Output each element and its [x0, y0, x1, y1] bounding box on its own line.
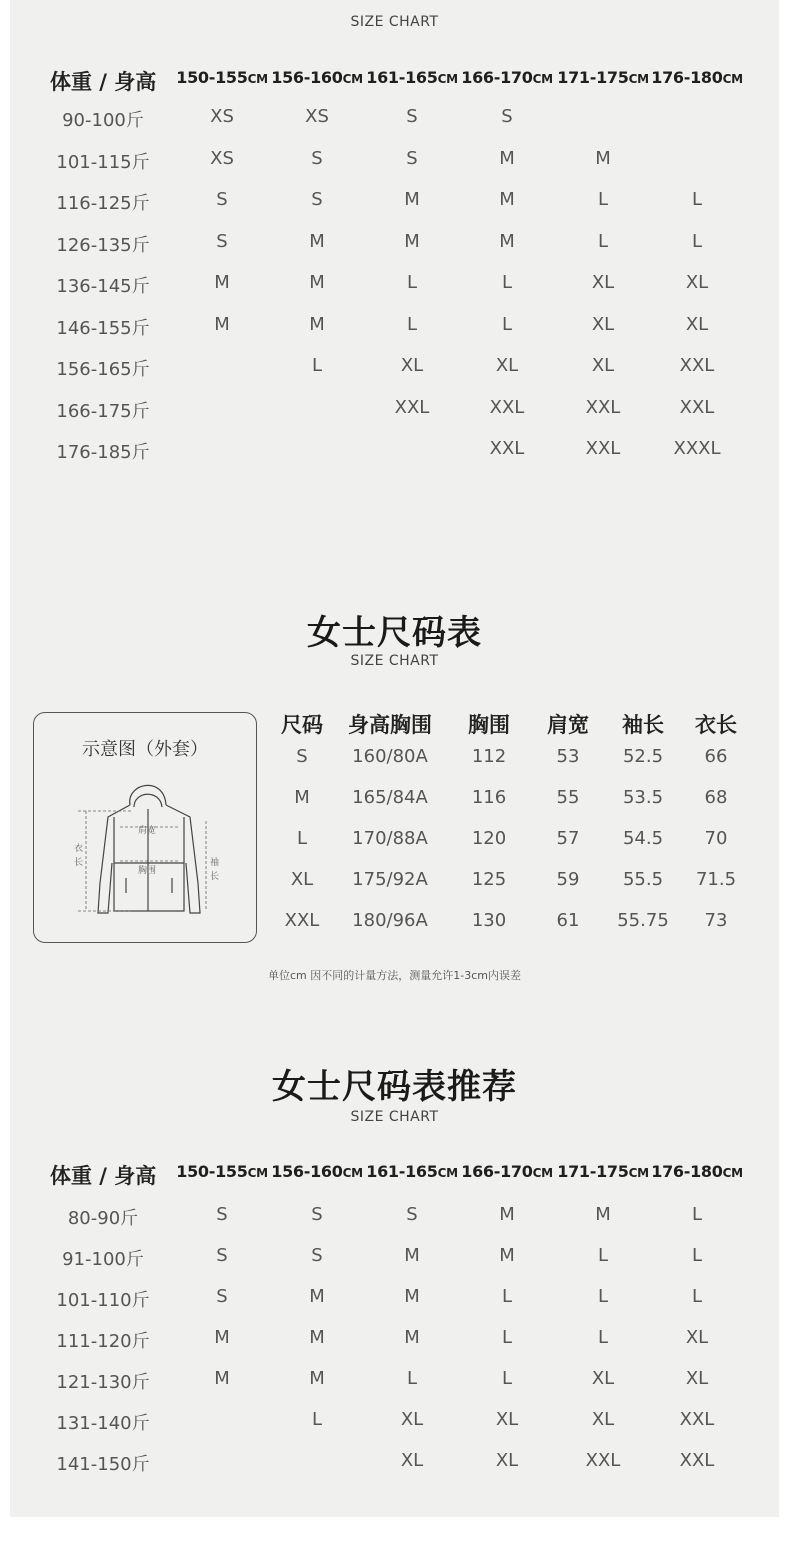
size-cell: L	[597, 230, 609, 252]
size-cell: L	[691, 1245, 703, 1266]
size-cell: XL	[591, 1368, 615, 1389]
size-cell: M	[595, 1204, 611, 1225]
measurement-cell: 68	[704, 787, 728, 808]
size-cell: XL	[400, 1450, 424, 1471]
measurement-cell: 112	[471, 746, 507, 767]
height-range: 166-170	[461, 1162, 533, 1181]
measurement-cell: 55.5	[622, 869, 664, 890]
size-cell: L	[501, 1286, 513, 1307]
size-cell: M	[404, 1286, 420, 1307]
weight-range-label: 156-165斤	[56, 359, 150, 380]
size-cell: XL	[591, 355, 615, 376]
height-column-header	[267, 68, 367, 87]
size-cell: XXXL	[673, 438, 721, 459]
size-cell: XL	[400, 355, 424, 376]
measurement-column-header: 袖长	[622, 713, 664, 737]
size-cell: XL	[685, 272, 709, 293]
women-panel-bg	[10, 543, 779, 1517]
size-cell: L	[691, 230, 703, 252]
women-measurement-title: 女士尺码表	[307, 613, 482, 653]
height-unit: CM	[628, 1166, 649, 1180]
size-cell: L	[501, 272, 513, 293]
height-column-header	[457, 68, 557, 87]
height-column-header	[362, 1162, 462, 1181]
size-cell: XXL	[489, 438, 525, 459]
measurement-cell: 116	[471, 787, 507, 808]
table-row	[10, 355, 779, 381]
measurement-column-header: 肩宽	[547, 713, 589, 737]
weight-range-label: 90-100斤	[62, 110, 144, 131]
measurement-column-header: 尺码	[281, 713, 323, 737]
size-cell: M	[309, 1286, 325, 1307]
size-cell: XL	[685, 313, 709, 335]
diagram-length-label: 衣	[74, 844, 84, 854]
size-cell: XS	[210, 106, 234, 127]
height-range: 171-175	[557, 1162, 629, 1181]
size-cell: L	[691, 189, 703, 210]
height-column-header	[267, 1162, 367, 1181]
weight-range-label: 116-125斤	[56, 193, 150, 214]
size-cell: XL	[591, 313, 615, 335]
measurement-cell: 170/88A	[352, 828, 428, 849]
svg-text:长: 长	[74, 858, 84, 868]
size-cell: XXL	[489, 396, 525, 418]
table-row	[10, 1450, 779, 1476]
height-unit: CM	[342, 1166, 363, 1180]
height-column-header	[553, 68, 653, 87]
size-cell: M	[309, 230, 325, 252]
size-cell: S	[406, 147, 418, 169]
size-cell: XXL	[679, 1450, 715, 1471]
size-cell: L	[691, 1286, 703, 1307]
size-cell: XXL	[394, 396, 430, 418]
table-row	[10, 1327, 779, 1353]
jacket-sketch-icon	[34, 713, 256, 942]
size-label: M	[294, 787, 310, 808]
size-cell: S	[406, 1204, 418, 1225]
size-cell: M	[214, 313, 230, 335]
table-row	[10, 1368, 779, 1394]
measurement-cell: 55.75	[617, 910, 669, 931]
measurement-cell: 53.5	[622, 787, 664, 808]
table-row	[10, 1409, 779, 1435]
size-cell: M	[499, 147, 515, 169]
height-column-header	[172, 68, 272, 87]
measurement-cell: 120	[471, 828, 507, 849]
weight-range-label: 101-110斤	[56, 1290, 150, 1311]
weight-range-label: 111-120斤	[56, 1331, 150, 1352]
size-cell: M	[309, 313, 325, 335]
size-cell: XS	[305, 106, 329, 127]
size-cell: XXL	[585, 438, 621, 459]
height-unit: CM	[722, 1166, 743, 1180]
size-cell: L	[501, 1327, 513, 1348]
size-cell: XL	[685, 1327, 709, 1348]
diagram-chest-label: 胸围	[138, 866, 157, 876]
size-cell: M	[404, 1327, 420, 1348]
size-cell: L	[597, 1327, 609, 1348]
size-label: XXL	[284, 910, 320, 931]
size-cell: S	[216, 1204, 228, 1225]
men-chart-header-row	[10, 66, 779, 96]
size-cell: M	[309, 1327, 325, 1348]
table-row	[10, 314, 779, 340]
measurement-column-header: 身高胸围	[348, 713, 432, 737]
table-row	[10, 148, 779, 174]
height-unit: CM	[628, 72, 649, 86]
weight-range-label: 91-100斤	[62, 1249, 144, 1270]
size-cell: M	[499, 1204, 515, 1225]
weight-range-label: 146-155斤	[56, 317, 150, 339]
men-size-chart-panel	[10, 0, 779, 543]
table-row	[10, 1245, 779, 1271]
size-cell: L	[501, 1368, 513, 1389]
size-cell: XL	[400, 1409, 424, 1430]
size-label: XL	[290, 869, 314, 890]
size-cell: S	[216, 1245, 228, 1266]
size-cell: XS	[210, 147, 234, 169]
measurement-cell: 59	[556, 869, 580, 890]
measurement-cell: 54.5	[622, 828, 664, 849]
size-cell: M	[309, 1368, 325, 1389]
size-cell: L	[311, 355, 323, 376]
size-cell: L	[406, 272, 418, 293]
height-column-header	[553, 1162, 653, 1181]
size-cell: XL	[495, 355, 519, 376]
table-row	[10, 189, 779, 215]
size-cell: L	[691, 1204, 703, 1225]
men-chart-corner-label: 体重 / 身高	[50, 70, 157, 94]
table-row	[10, 438, 779, 464]
size-cell: L	[501, 313, 513, 335]
size-cell: S	[216, 1286, 228, 1307]
diagram-sleeve-label: 袖	[210, 858, 220, 868]
measurement-note: 单位cm 因不同的计量方法，测量允许1-3cm内误差	[268, 969, 521, 982]
size-cell: S	[406, 106, 418, 127]
height-range: 150-155	[176, 68, 248, 87]
size-cell: XL	[591, 1409, 615, 1430]
measurement-cell: 130	[471, 910, 507, 931]
height-range: 171-175	[557, 68, 629, 87]
height-range: 161-165	[366, 1162, 438, 1181]
height-unit: CM	[437, 72, 458, 86]
women-recommend-corner-label: 体重 / 身高	[50, 1164, 157, 1188]
size-cell: XL	[591, 272, 615, 293]
weight-range-label: 136-145斤	[56, 276, 150, 297]
weight-range-label: 101-115斤	[56, 151, 150, 173]
size-cell: L	[597, 1286, 609, 1307]
table-row	[10, 231, 779, 257]
size-cell: M	[214, 272, 230, 293]
height-column-header	[172, 1162, 272, 1181]
size-cell: M	[499, 1245, 515, 1266]
size-cell: S	[216, 230, 228, 252]
height-unit: CM	[247, 72, 268, 86]
svg-text:长: 长	[210, 872, 220, 882]
size-label: L	[296, 828, 308, 849]
size-cell: S	[311, 147, 323, 169]
height-range: 156-160	[271, 68, 343, 87]
height-unit: CM	[247, 1166, 268, 1180]
height-unit: CM	[437, 1166, 458, 1180]
height-column-header	[362, 68, 462, 87]
size-cell: M	[595, 147, 611, 169]
height-range: 161-165	[366, 68, 438, 87]
weight-range-label: 131-140斤	[56, 1413, 150, 1434]
size-cell: L	[311, 1409, 323, 1430]
size-cell: M	[404, 189, 420, 210]
size-cell: XL	[495, 1409, 519, 1430]
size-cell: XXL	[585, 1450, 621, 1471]
height-range: 150-155	[176, 1162, 248, 1181]
height-unit: CM	[532, 72, 553, 86]
height-unit: CM	[342, 72, 363, 86]
jacket-diagram	[33, 712, 257, 943]
size-cell: L	[597, 1245, 609, 1266]
measurement-cell: 57	[556, 828, 580, 849]
diagram-title: 示意图（外套）	[82, 739, 208, 760]
measurement-cell: 71.5	[695, 869, 737, 890]
measurement-cell: 66	[704, 746, 728, 767]
measurement-column-header: 衣长	[695, 713, 737, 737]
size-cell: M	[214, 1327, 230, 1348]
weight-range-label: 80-90斤	[67, 1208, 139, 1229]
measurement-cell: 73	[704, 910, 728, 931]
women-recommend-subtitle: SIZE CHART	[350, 1109, 439, 1125]
women-measurement-subtitle: SIZE CHART	[350, 653, 439, 669]
diagram-shoulder-label: 肩宽	[138, 826, 157, 836]
measurement-cell: 52.5	[622, 746, 664, 767]
measurement-cell: 165/84A	[352, 787, 428, 808]
size-cell: L	[406, 313, 418, 335]
measurement-cell: 175/92A	[352, 869, 428, 890]
height-unit: CM	[532, 1166, 553, 1180]
table-row	[10, 106, 779, 132]
height-range: 156-160	[271, 1162, 343, 1181]
size-cell: XXL	[585, 396, 621, 418]
measurement-cell: 70	[704, 828, 728, 849]
weight-range-label: 141-150斤	[56, 1454, 150, 1475]
size-cell: S	[311, 1204, 323, 1225]
height-range: 176-180	[651, 68, 723, 87]
size-cell: S	[216, 189, 228, 210]
weight-range-label: 126-135斤	[56, 234, 150, 256]
size-cell: M	[309, 272, 325, 293]
weight-range-label: 166-175斤	[56, 400, 150, 422]
size-cell: XXL	[679, 396, 715, 418]
size-cell: S	[311, 189, 323, 210]
table-row	[10, 1204, 779, 1230]
measurement-cell: 55	[556, 787, 580, 808]
size-cell: S	[311, 1245, 323, 1266]
weight-range-label: 176-185斤	[56, 442, 150, 463]
height-column-header	[647, 68, 747, 87]
size-cell: S	[501, 106, 513, 127]
height-column-header	[457, 1162, 557, 1181]
height-range: 176-180	[651, 1162, 723, 1181]
size-cell: M	[499, 230, 515, 252]
men-chart-subtitle: SIZE CHART	[350, 14, 439, 30]
women-recommend-header-row	[10, 1160, 779, 1190]
height-range: 166-170	[461, 68, 533, 87]
table-row	[10, 1286, 779, 1312]
table-row	[10, 272, 779, 298]
size-cell: L	[597, 189, 609, 210]
size-cell: M	[404, 230, 420, 252]
size-cell: M	[214, 1368, 230, 1389]
measurement-cell: 160/80A	[352, 746, 428, 767]
height-unit: CM	[722, 72, 743, 86]
size-cell: XXL	[679, 355, 715, 376]
size-cell: M	[499, 189, 515, 210]
measurement-cell: 61	[556, 910, 580, 931]
women-recommend-title: 女士尺码表推荐	[272, 1067, 517, 1107]
height-column-header	[647, 1162, 747, 1181]
size-cell: M	[404, 1245, 420, 1266]
measurement-cell: 53	[556, 746, 580, 767]
measurement-cell: 180/96A	[352, 910, 428, 931]
size-cell: XXL	[679, 1409, 715, 1430]
size-label: S	[296, 746, 308, 767]
measurement-cell: 125	[471, 869, 507, 890]
weight-range-label: 121-130斤	[56, 1372, 150, 1393]
size-cell: XL	[685, 1368, 709, 1389]
measurement-column-header: 胸围	[468, 713, 510, 737]
size-cell: L	[406, 1368, 418, 1389]
size-cell: XL	[495, 1450, 519, 1471]
table-row	[10, 397, 779, 423]
